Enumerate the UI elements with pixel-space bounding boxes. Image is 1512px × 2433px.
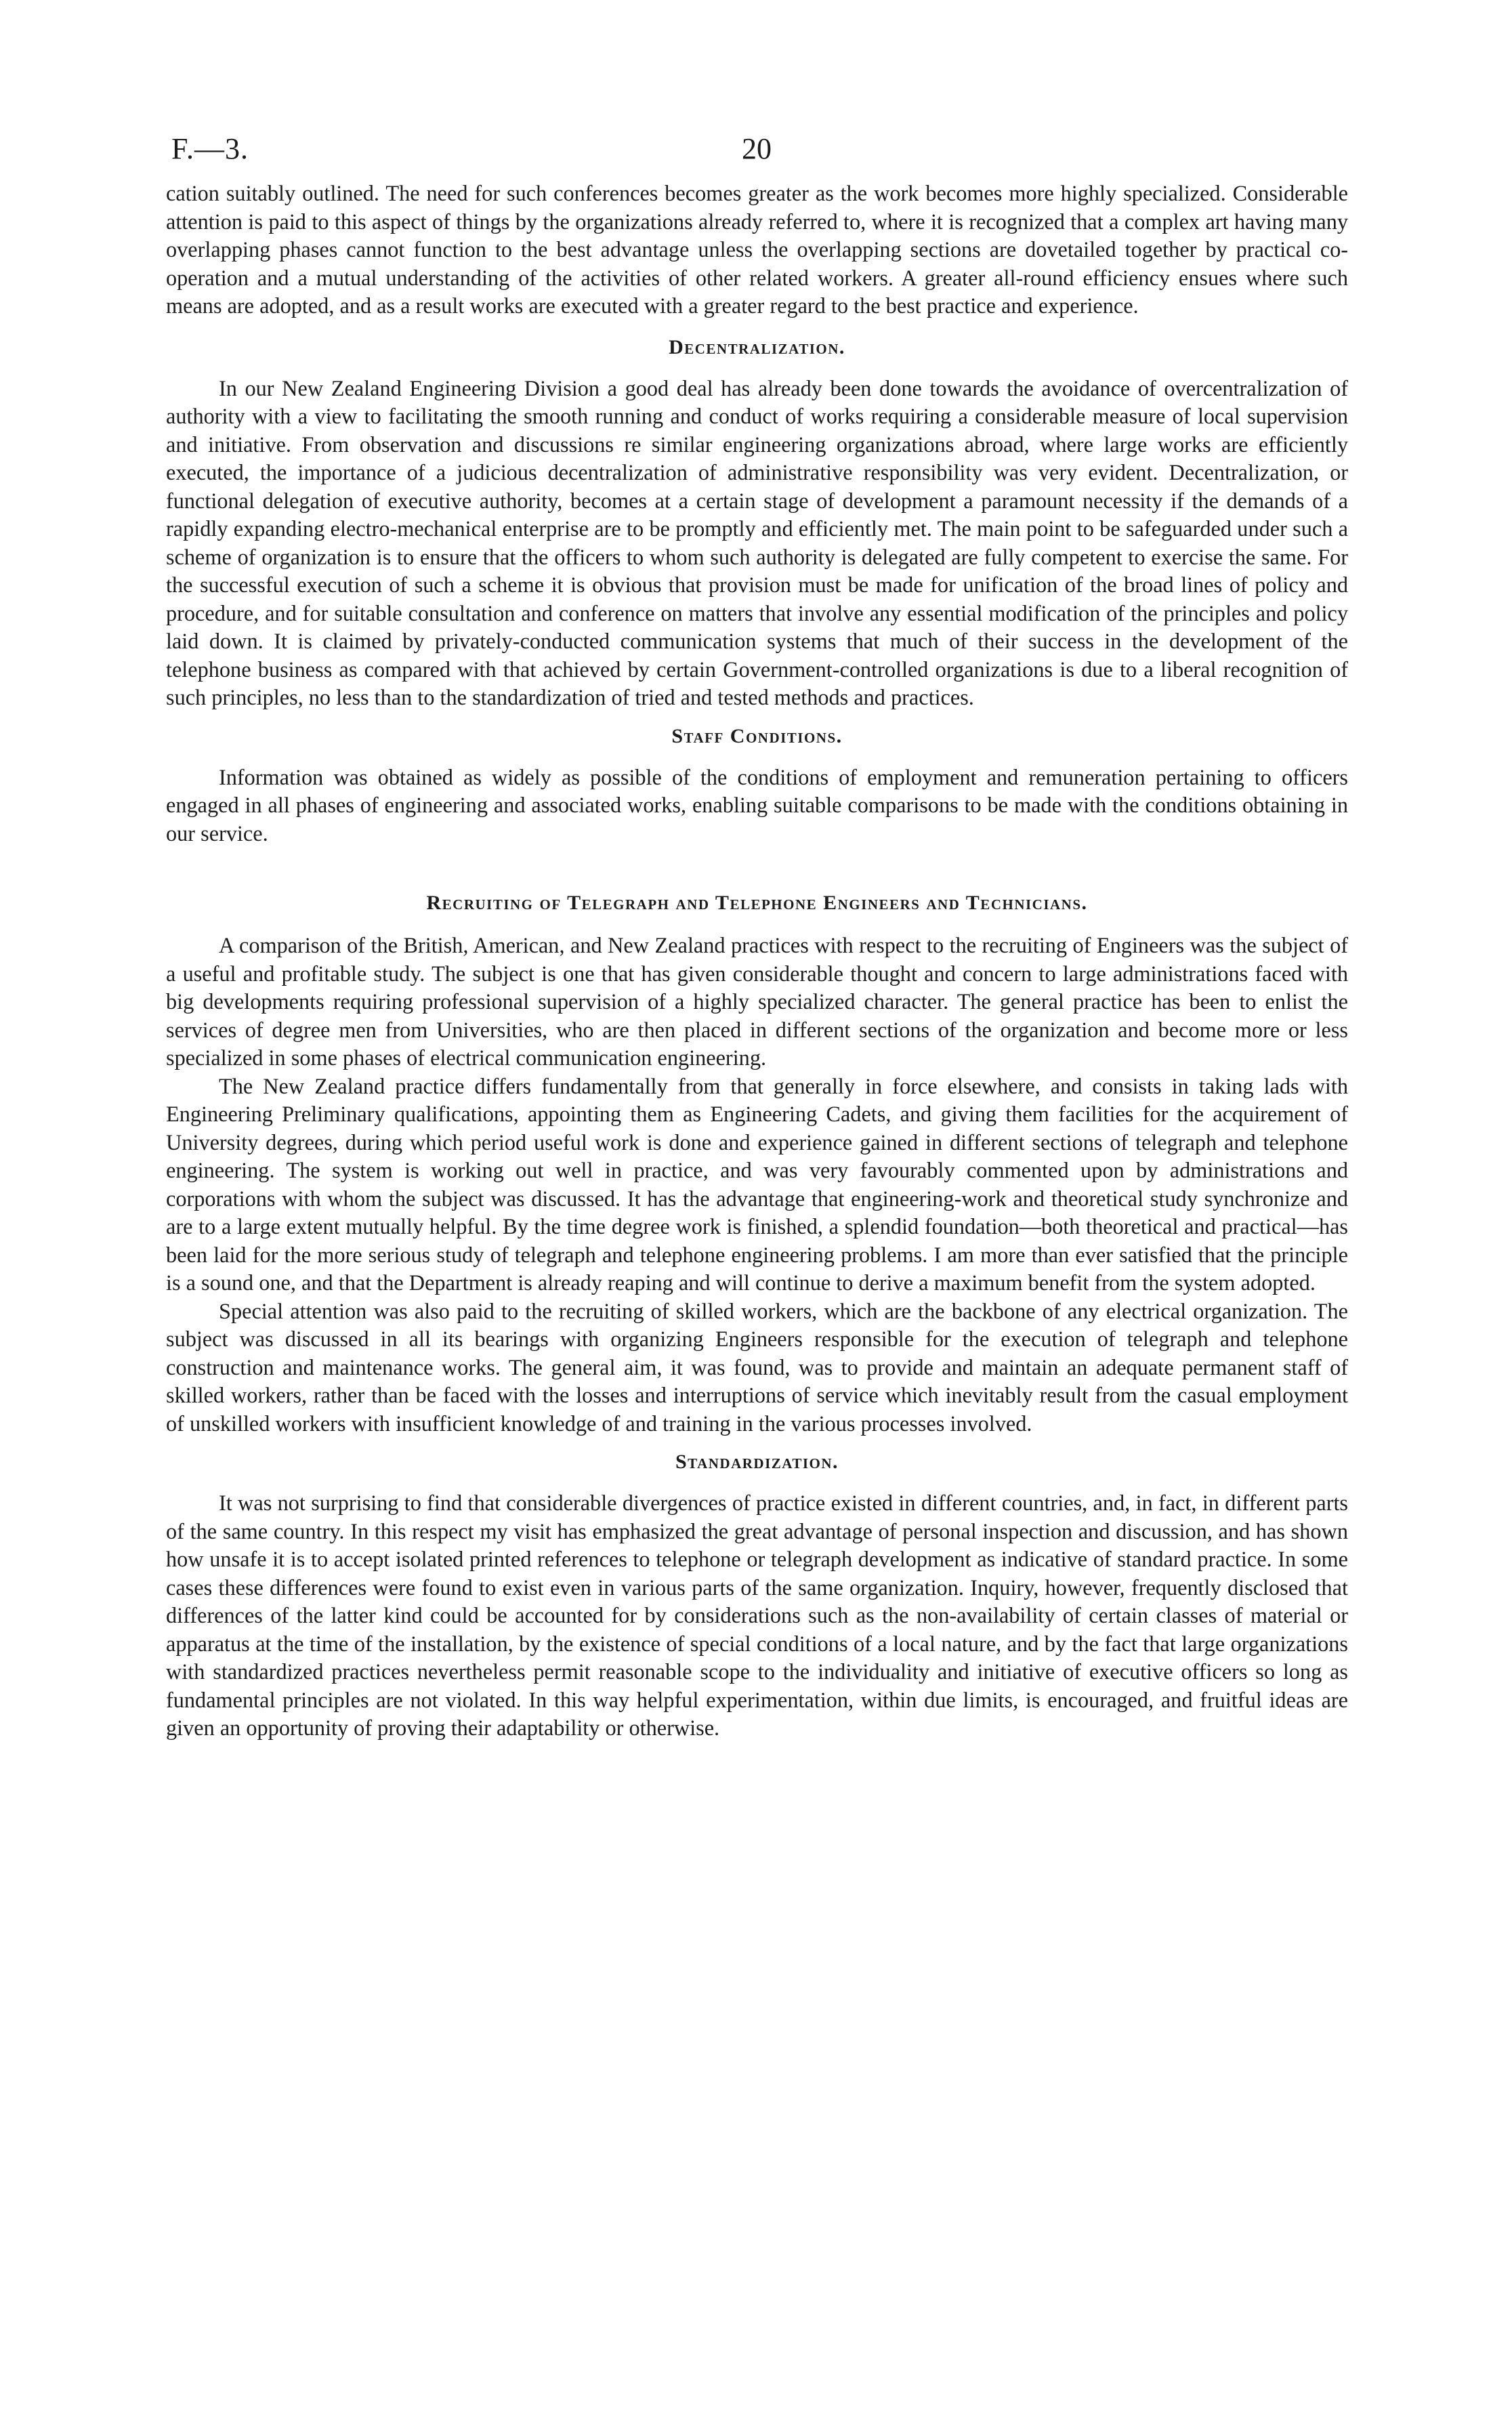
decentralization-paragraph: In our New Zealand Engineering Division a good deal has already been done towards the avoidance of overcentralization of authority with a view to facilitating the smooth running and conduct of works requiring a considerable measure of local supervision and initiative. From observation and discussions re similar engineering organizations abroad, where large works are efficiently executed, the importance of a judicious decentralization of administrative responsibility was very evident. Decentralization, or functional delegation of executive authority, becomes at a certain stage of development a paramount necessity if the demands of a rapidly expanding electro-mechanical enterprise are to be promptly and efficiently met. The main point to be safeguarded under such a scheme of organization is to ensure that the officers to whom such authority is delegated are fully competent to exercise the same. For the successful execution of such a scheme it is obvious that provision must be made for unification of the broad lines of policy and procedure, and for suitable consultation and conference on matters that involve any essential modification of the principles and policy laid down. It is claimed by privately-conducted communication systems that much of their success in the development of the telephone business as compared with that achieved by certain Government-controlled organizations is due to a liberal recognition of such principles, no less than to the standardization of tried and tested methods and practices. (166, 375, 1348, 709)
standardization-paragraph: It was not surprising to find that considerable divergences of practice existed in different countries, and, in fact, in different parts of the same country. In this respect my visit has emphasized the great advantage of personal inspection and discussion, and has shown how unsafe it is to accept isolated printed references to telephone or telegraph development as indicative of standard practice. In some cases these differences were found to exist even in various parts of the same organization. Inquiry, however, frequently disclosed that differences of the latter kind could be accounted for by considerations such as the non-availability of certain classes of material or apparatus at the time of the installation, by the existence of special conditions of a local nature, and by the fact that large organizations with standardized practices nevertheless permit reasonable scope to the individuality and initiative of executive officers so long as fundamental principles are not violated. In this way helpful experimentation, within due limits, is encouraged, and fruitful ideas are given an opportunity of proving their adaptability or otherwise. (166, 1491, 1348, 1740)
page-body (166, 132, 1348, 1743)
page-header (166, 132, 1348, 180)
heading-decentralization: Decentralization. (669, 335, 845, 358)
recruiting-paragraph-3: Special attention was also paid to the recruiting of skilled workers, which are the backbone of any electrical organization. The subject was discussed in all its bearings with organizing Engineers responsible for the execution of telegraph and telephone construction and maintenance works. The general aim, it was found, was to provide and maintain an adequate permanent staff of skilled workers, rather than be faced with the losses and interruptions of service which inevitably result from the casual employment of unskilled workers with insufficient knowledge of and training in the various processes involved. (166, 1298, 1348, 1436)
staff-conditions-paragraph: Information was obtained as widely as possible of the conditions of employment and remuneration pertaining to officers engaged in all phases of engineering and associated works, enabling suitable comparisons to be made with the conditions obtaining in our service. (166, 764, 1348, 846)
heading-recruiting: Recruiting of Telegraph and Telephone Engineers and Technicians. (426, 892, 1088, 914)
recruiting-paragraph-2: The New Zealand practice differs fundamentally from that generally in force elsewhere, and consists in taking lads with Engineering Preliminary qualifications, appointing them as Engineering Cadets, and giving them facilities for the acquirement of University degrees, during which period useful work is done and experience gained in different sections of telegraph and telephone engineering. The system is working out well in practice, and was very favourably commented upon by administrations and corporations with whom the subject was discussed. It has the advantage that engineering-work and theoretical study synchronize and are to a large extent mutually helpful. By the time degree work is finished, a splendid foundation—both theoretical and practical—has been laid for the more serious study of telegraph and telephone engineering problems. I am more than ever satisfied that the principle is a sound one, and that the Department is already reaping and will continue to derive a maximum benefit from the system adopted. (166, 1073, 1348, 1295)
page-number: 20 (742, 132, 772, 165)
continuation-paragraph: cation suitably outlined. The need for such conferences becomes greater as the work becomes more highly specialized. Considerable attention is paid to this aspect of things by the organizations already referred to, where it is recognized that a complex art having many overlapping phases cannot function to the best advantage unless the overlapping sections are dovetailed together by practical co-operation and a mutual understanding of the activities of other related workers. A greater all-round efficiency ensues where such means are adopted, and as a result works are executed with a greater regard to the best practice and experience. (166, 181, 1348, 318)
recruiting-paragraph-1: A comparison of the British, American, and New Zealand practices with respect to the recruiting of Engineers was the subject of a useful and profitable study. The subject is one that has given considerable thought and concern to large administrations faced with big developments requiring professional supervision of a highly specialized character. The general practice has been to enlist the services of degree men from Universities, who are then placed in different sections of the organization and become more or less specialized in some phases of electrical communication engineering. (166, 933, 1348, 1070)
heading-staff-conditions: Staff Conditions. (671, 724, 843, 747)
document-reference: F.—3. (171, 132, 249, 165)
heading-standardization: Standardization. (675, 1451, 839, 1473)
